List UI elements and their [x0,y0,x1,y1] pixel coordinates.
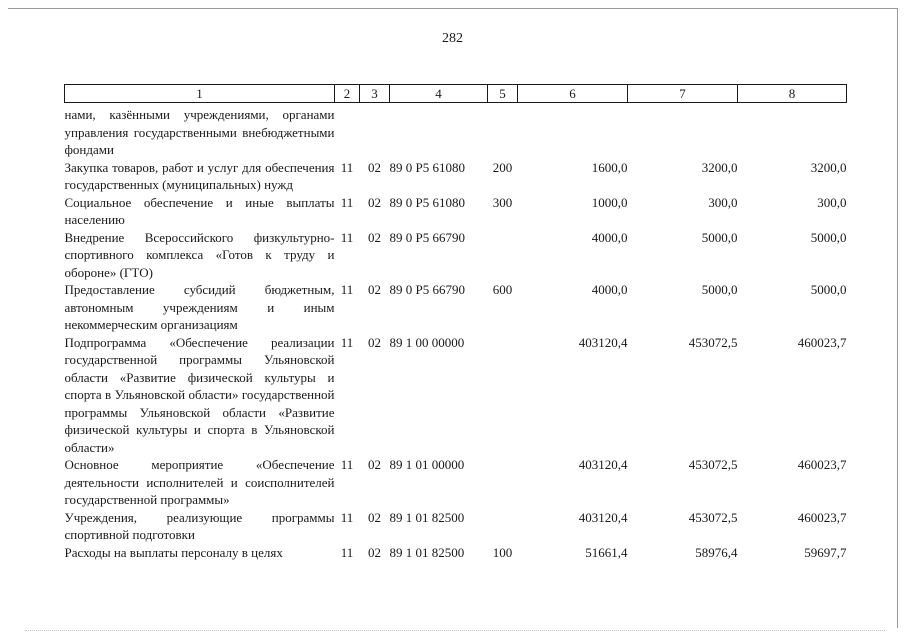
row-expense-type [488,229,518,282]
row-value-col7: 453072,5 [688,509,738,525]
row-subsection: 02 [368,509,381,525]
row-target-code: 89 0 P5 66790 [389,229,465,245]
table-row [65,509,847,544]
column-header: 7 [628,85,738,103]
row-subsection [360,106,390,159]
column-header: 3 [360,85,390,103]
row-value-col7: 58976,4 [695,544,738,560]
row-value-col8: 460023,7 [797,457,847,472]
row-name: Основное мероприятие «Обеспечение деятельности исполнителей и соисполнителей государственной программы» [64,457,335,507]
row-expense-type: 100 [492,544,513,560]
page-frame-top [8,8,898,9]
table-header-row [65,85,847,103]
row-expense-type [488,456,518,509]
page-frame-right [897,8,898,628]
row-section: 11 [340,334,354,350]
row-expense-type [488,106,518,159]
row-value-col7 [628,106,738,159]
row-target-code: 89 1 01 82500 [389,544,465,560]
row-name: Расходы на выплаты персоналу в целях [64,544,283,560]
row-value-col6: 403120,4 [578,509,628,525]
row-target-code: 89 0 P5 66790 [389,282,465,297]
row-name: Закупка товаров, работ и услуг для обеспечения государственных (муниципальных) нужд [64,159,335,192]
row-section: 11 [340,194,354,210]
row-expense-type: 200 [492,159,513,175]
row-name: Подпрограмма «Обеспечение реализации государственной программы Ульяновской области «Развитие физической культуры и спорта в Ульяновской области» государственной программы Ульяновской области «Развитие физической культуры и спорта в Ульяновской области» [64,334,335,455]
column-header: 1 [65,85,335,103]
row-value-col8: 5000,0 [810,282,847,297]
row-value-col7: 5000,0 [701,282,738,297]
row-name: Внедрение Всероссийского физкультурно-спортивного комплекса «Готов к труду и обороне» (ГТО) [64,229,335,280]
column-header: 5 [488,85,518,103]
row-section: 11 [340,159,354,175]
row-section [335,106,360,159]
table-row [65,334,847,457]
column-header: 6 [518,85,628,103]
row-value-col7: 453072,5 [688,457,738,472]
row-subsection: 02 [368,194,381,210]
table-row [65,229,847,282]
row-value-col8: 3200,0 [810,159,847,175]
budget-table [64,84,847,561]
row-value-col8: 460023,7 [797,334,847,350]
row-name: Учреждения, реализующие программы спортивной подготовки [64,509,335,542]
row-subsection: 02 [368,282,381,297]
row-value-col8: 460023,7 [797,509,847,525]
row-subsection: 02 [368,334,381,350]
row-subsection: 02 [368,457,381,472]
row-value-col7: 5000,0 [701,229,738,245]
scan-edge-noise [25,630,885,633]
row-subsection: 02 [368,159,381,175]
row-section: 11 [340,544,354,560]
row-name: нами, казёнными учреждениями, органами управления государственными внебюджетными фондами [64,107,335,157]
row-section: 11 [340,457,354,472]
row-value-col6: 4000,0 [591,282,628,297]
row-value-col7: 3200,0 [701,159,738,175]
row-expense-type [488,334,518,457]
row-value-col7: 453072,5 [688,334,738,350]
row-subsection: 02 [368,229,381,245]
column-header: 2 [335,85,360,103]
row-value-col6: 403120,4 [578,334,628,350]
row-target-code [390,106,488,159]
table-row [65,159,847,194]
row-subsection: 02 [368,544,381,560]
row-value-col6: 1000,0 [591,194,628,210]
row-target-code: 89 1 00 00000 [389,334,465,350]
page-number: 282 [442,31,463,46]
row-target-code: 89 1 01 00000 [389,457,465,472]
row-value-col8: 300,0 [817,194,847,210]
column-header: 4 [390,85,488,103]
row-value-col8 [738,106,847,159]
column-header: 8 [738,85,847,103]
row-value-col6: 51661,4 [585,544,628,560]
row-value-col6 [518,106,628,159]
row-expense-type: 300 [492,194,513,210]
row-section: 11 [340,509,354,525]
row-expense-type: 600 [492,282,513,297]
table-row [65,281,847,334]
row-target-code: 89 0 P5 61080 [389,159,465,175]
row-value-col6: 403120,4 [578,457,628,472]
row-name: Социальное обеспечение и иные выплаты населению [64,194,335,227]
row-value-col8: 59697,7 [804,544,847,560]
row-section: 11 [340,282,354,297]
table-row [65,194,847,229]
row-target-code: 89 1 01 82500 [389,509,465,525]
row-section: 11 [340,229,354,245]
row-value-col7: 300,0 [708,194,738,210]
table-row [65,544,847,562]
row-target-code: 89 0 P5 61080 [389,194,465,210]
table-row [65,456,847,509]
row-name: Предоставление субсидий бюджетным, автономным учреждениям и иным некоммерческим организациям [64,282,335,332]
row-value-col6: 4000,0 [591,229,628,245]
row-value-col8: 5000,0 [810,229,847,245]
row-value-col6: 1600,0 [591,159,628,175]
table-row [65,106,847,159]
row-expense-type [488,509,518,544]
